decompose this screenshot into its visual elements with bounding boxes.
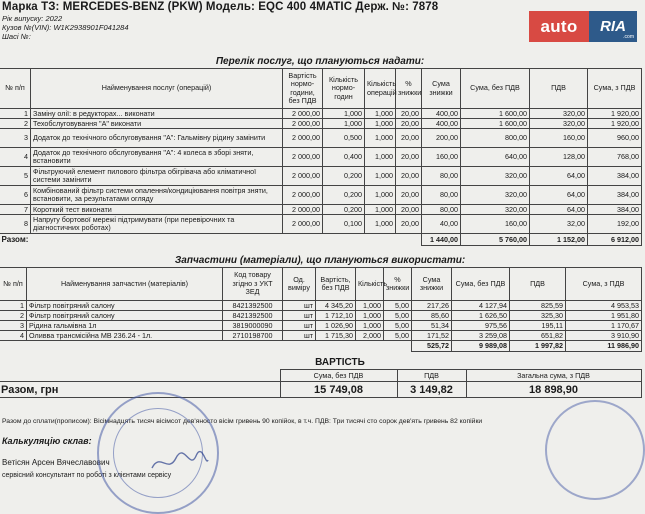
vat: 128,00 — [530, 148, 588, 167]
parts-header-row — [0, 268, 642, 301]
vat: 32,00 — [530, 215, 588, 234]
cost-total-net: 15 749,08 — [280, 382, 397, 398]
discount-pct: 5,00 — [384, 331, 412, 341]
row-number: 4 — [0, 148, 31, 167]
parts-total-net: 9 989,08 — [452, 341, 510, 352]
service-name: Короткий тест виконати — [31, 205, 283, 215]
vat: 64,00 — [530, 167, 588, 186]
table-row — [0, 331, 642, 341]
sum-gross: 1 920,00 — [588, 109, 642, 119]
hour-rate: 2 000,00 — [283, 129, 323, 148]
amount-in-words: Разом до сплати(прописом): Вісімнадцять тисяч вісімсот дев'яносто вісім гривень 90 копійок, в т.ч. ПДВ: Три тисячі сто сорок дев'ять гривень 82 копійки — [2, 418, 483, 425]
col-service-name: Найменування послуг (операцій) — [31, 69, 283, 109]
discount-sum: 51,34 — [412, 321, 452, 331]
sum-net: 320,00 — [461, 205, 530, 215]
parts-title: Запчастини (матеріали), що плануються використати: — [174, 255, 466, 266]
service-name: Техобслуговування "A" виконати — [31, 119, 283, 129]
service-name: Напругу бортової мережі підтримувати (при перевірочних та діагностичних роботах) — [31, 215, 283, 234]
discount-sum: 85,60 — [412, 311, 452, 321]
cost-total-gross: 18 898,90 — [466, 382, 641, 398]
row-number: 1 — [0, 109, 31, 119]
col-vat: ПДВ — [510, 268, 566, 301]
operations: 1,000 — [365, 119, 396, 129]
col-discount-pct: % знижки — [396, 69, 422, 109]
hours: 0,500 — [323, 129, 365, 148]
hours: 0,200 — [323, 186, 365, 205]
row-number: 6 — [0, 186, 31, 205]
compiler-name: Ветісян Арсен Вячеславович — [2, 458, 110, 467]
row-number: 7 — [0, 205, 31, 215]
cost-header-spacer — [0, 370, 280, 382]
sum-net: 320,00 — [461, 186, 530, 205]
sum-gross: 384,00 — [588, 186, 642, 205]
unit: шт — [283, 301, 316, 311]
sum-net: 160,00 — [461, 215, 530, 234]
vat: 195,11 — [510, 321, 566, 331]
col-vat: ПДВ — [530, 69, 588, 109]
hour-rate: 2 000,00 — [283, 148, 323, 167]
table-row — [0, 321, 642, 331]
hour-rate: 2 000,00 — [283, 109, 323, 119]
hours: 0,200 — [323, 167, 365, 186]
quantity: 1,000 — [356, 311, 384, 321]
unit: шт — [283, 321, 316, 331]
discount-pct: 5,00 — [384, 311, 412, 321]
cost-table — [0, 369, 642, 398]
row-number: 8 — [0, 215, 31, 234]
hour-rate: 2 000,00 — [283, 215, 323, 234]
sum-gross: 192,00 — [588, 215, 642, 234]
operations: 1,000 — [365, 186, 396, 205]
sum-net: 3 259,08 — [452, 331, 510, 341]
discount-pct: 20,00 — [396, 109, 422, 119]
hours: 1,000 — [323, 119, 365, 129]
col-operations: Кількість операцій — [365, 69, 396, 109]
parts-total-vat: 1 997,82 — [510, 341, 566, 352]
part-code: 8421392500 — [223, 311, 283, 321]
sum-gross: 384,00 — [588, 167, 642, 186]
parts-table — [0, 267, 642, 352]
sum-net: 1 600,00 — [461, 119, 530, 129]
vehicle-title: Марка ТЗ: MERCEDES-BENZ (PKW) Модель: EQC 400 4MATIC Держ. №: 7878 — [2, 1, 439, 13]
row-number: 1 — [0, 301, 27, 311]
table-row — [0, 119, 642, 129]
services-total-vat: 1 152,00 — [530, 234, 588, 246]
vat: 64,00 — [530, 205, 588, 215]
table-row — [0, 109, 642, 119]
service-name: Комбінований фільтр системи опалення/кондиціювання повітря зняти, встановити, за результатами огляду — [31, 186, 283, 205]
hour-rate: 2 000,00 — [283, 167, 323, 186]
part-name: Фільтр повітряний салону — [27, 301, 223, 311]
cost-total-vat: 3 149,82 — [397, 382, 466, 398]
sum-gross: 1 951,80 — [566, 311, 642, 321]
discount-sum: 80,00 — [422, 167, 461, 186]
quantity: 1,000 — [356, 321, 384, 331]
part-code: 8421392500 — [223, 301, 283, 311]
col-sum-gross: Сума, з ПДВ — [566, 268, 642, 301]
table-row — [0, 186, 642, 205]
row-number: 3 — [0, 129, 31, 148]
autoria-logo[interactable] — [529, 11, 637, 42]
discount-sum: 200,00 — [422, 129, 461, 148]
quantity: 1,000 — [356, 301, 384, 311]
vat: 825,59 — [510, 301, 566, 311]
cost-header-row — [0, 370, 641, 382]
table-row — [0, 311, 642, 321]
service-name: Заміну олії: в редукторах... виконати — [31, 109, 283, 119]
vehicle-chassis: Шасі №: — [2, 32, 31, 41]
hours: 0,100 — [323, 215, 365, 234]
price: 4 345,20 — [316, 301, 356, 311]
services-total-gross: 6 912,00 — [588, 234, 642, 246]
discount-sum: 171,52 — [412, 331, 452, 341]
service-name: Додаток до технічного обслуговування "A": Гальмівну рідину замінити — [31, 129, 283, 148]
hour-rate: 2 000,00 — [283, 205, 323, 215]
table-row — [0, 167, 642, 186]
col-hours: Кількість нормо-годин — [323, 69, 365, 109]
cost-total-row — [0, 382, 641, 398]
price: 1 712,10 — [316, 311, 356, 321]
stamp-partial — [545, 400, 645, 500]
sum-gross: 1 920,00 — [588, 119, 642, 129]
hours: 1,000 — [323, 109, 365, 119]
row-number: 2 — [0, 119, 31, 129]
vat: 320,00 — [530, 119, 588, 129]
col-discount-sum: Сума знижки — [412, 268, 452, 301]
col-cost-net: Сума, без ПДВ — [280, 370, 397, 382]
discount-pct: 5,00 — [384, 301, 412, 311]
vat: 160,00 — [530, 129, 588, 148]
table-row — [0, 148, 642, 167]
table-row — [0, 301, 642, 311]
parts-total-gross: 11 986,90 — [566, 341, 642, 352]
col-sum-net: Сума, без ПДВ — [461, 69, 530, 109]
col-sum-gross: Сума, з ПДВ — [588, 69, 642, 109]
sum-gross: 768,00 — [588, 148, 642, 167]
col-sum-net: Сума, без ПДВ — [452, 268, 510, 301]
col-number: № п/п — [0, 268, 27, 301]
parts-total-discount: 525,72 — [412, 341, 452, 352]
col-code: Код товару згідно з УКТ ЗЕД — [223, 268, 283, 301]
sum-net: 640,00 — [461, 148, 530, 167]
services-header-row — [0, 69, 642, 109]
service-name: Додаток до технічного обслуговування "A": 4 колеса в зборі зняти, встановити — [31, 148, 283, 167]
cost-total-label: Разом, грн — [0, 382, 280, 398]
table-row — [0, 215, 642, 234]
col-discount-pct: % знижки — [384, 268, 412, 301]
parts-total-row — [0, 341, 642, 352]
part-code: 3819000090 — [223, 321, 283, 331]
quantity: 2,000 — [356, 331, 384, 341]
col-discount-sum: Сума знижки — [422, 69, 461, 109]
unit: шт — [283, 331, 316, 341]
sum-net: 1 626,50 — [452, 311, 510, 321]
sum-net: 975,56 — [452, 321, 510, 331]
discount-sum: 400,00 — [422, 109, 461, 119]
logo-ria-label: RIA — [600, 18, 626, 35]
services-table — [0, 68, 642, 246]
services-total-label: Разом: — [1, 234, 29, 244]
sum-gross: 3 910,90 — [566, 331, 642, 341]
table-row — [0, 129, 642, 148]
sum-net: 1 600,00 — [461, 109, 530, 119]
discount-sum: 217,26 — [412, 301, 452, 311]
table-row — [0, 205, 642, 215]
discount-sum: 80,00 — [422, 186, 461, 205]
col-quantity: Кількість — [356, 268, 384, 301]
part-name: Оливва трансмісійна MB 236.24 - 1л. — [27, 331, 223, 341]
part-name: Рідина гальмівна 1л — [27, 321, 223, 331]
discount-pct: 20,00 — [396, 167, 422, 186]
operations: 1,000 — [365, 109, 396, 119]
total-spacer — [283, 234, 422, 246]
total-spacer — [0, 341, 412, 352]
part-code: 2710198700 — [223, 331, 283, 341]
col-unit: Од. виміру — [283, 268, 316, 301]
vehicle-year: Рік випуску: 2022 — [2, 14, 63, 23]
col-cost-vat: ПДВ — [397, 370, 466, 382]
hours: 0,200 — [323, 205, 365, 215]
sum-gross: 1 170,67 — [566, 321, 642, 331]
discount-pct: 20,00 — [396, 148, 422, 167]
vat: 651,82 — [510, 331, 566, 341]
services-total-net: 5 760,00 — [461, 234, 530, 246]
vehicle-vin: Кузов №(VIN): W1K2938901F041284 — [2, 23, 129, 32]
operations: 1,000 — [365, 167, 396, 186]
discount-pct: 20,00 — [396, 215, 422, 234]
services-total-row — [0, 234, 642, 246]
discount-sum: 400,00 — [422, 119, 461, 129]
vat: 320,00 — [530, 109, 588, 119]
compiled-by-label: Калькуляцію склав: — [2, 436, 92, 446]
sum-net: 800,00 — [461, 129, 530, 148]
row-number: 2 — [0, 311, 27, 321]
sum-gross: 960,00 — [588, 129, 642, 148]
col-number: № п/п — [0, 69, 31, 109]
hour-rate: 2 000,00 — [283, 119, 323, 129]
signature — [150, 448, 210, 476]
operations: 1,000 — [365, 205, 396, 215]
discount-pct: 5,00 — [384, 321, 412, 331]
row-number: 3 — [0, 321, 27, 331]
discount-pct: 20,00 — [396, 205, 422, 215]
logo-auto-text: auto — [529, 11, 589, 42]
col-part-name: Найменування запчастин (матеріалів) — [27, 268, 223, 301]
col-cost-gross: Загальна сума, з ПДВ — [466, 370, 641, 382]
operations: 1,000 — [365, 129, 396, 148]
sum-gross: 384,00 — [588, 205, 642, 215]
hour-rate: 2 000,00 — [283, 186, 323, 205]
hours: 0,400 — [323, 148, 365, 167]
sum-net: 320,00 — [461, 167, 530, 186]
logo-domain: .com — [623, 34, 634, 40]
discount-sum: 40,00 — [422, 215, 461, 234]
operations: 1,000 — [365, 215, 396, 234]
services-title: Перелік послуг, що плануються надати: — [215, 56, 425, 67]
discount-pct: 20,00 — [396, 119, 422, 129]
sum-gross: 4 953,53 — [566, 301, 642, 311]
logo-ria-text — [589, 11, 637, 42]
discount-sum: 80,00 — [422, 205, 461, 215]
price: 1 026,90 — [316, 321, 356, 331]
row-number: 5 — [0, 167, 31, 186]
row-number: 4 — [0, 331, 27, 341]
discount-pct: 20,00 — [396, 129, 422, 148]
vat: 64,00 — [530, 186, 588, 205]
vat: 325,30 — [510, 311, 566, 321]
col-price: Вартість, без ПДВ — [316, 268, 356, 301]
discount-sum: 160,00 — [422, 148, 461, 167]
discount-pct: 20,00 — [396, 186, 422, 205]
price: 1 715,30 — [316, 331, 356, 341]
service-name: Фільтруючий елемент пилового фільтра обігрівача або кліматичної системи замінити — [31, 167, 283, 186]
services-total-discount: 1 440,00 — [422, 234, 461, 246]
unit: шт — [283, 311, 316, 321]
operations: 1,000 — [365, 148, 396, 167]
col-hour-rate: Вартість нормо-години, без ПДВ — [283, 69, 323, 109]
compiler-position: сервісний консультант по роботі з клієнтами сервісу — [2, 472, 172, 479]
part-name: Фільтр повітряний салону — [27, 311, 223, 321]
cost-title: ВАРТІСТЬ — [315, 357, 365, 368]
sum-net: 4 127,94 — [452, 301, 510, 311]
